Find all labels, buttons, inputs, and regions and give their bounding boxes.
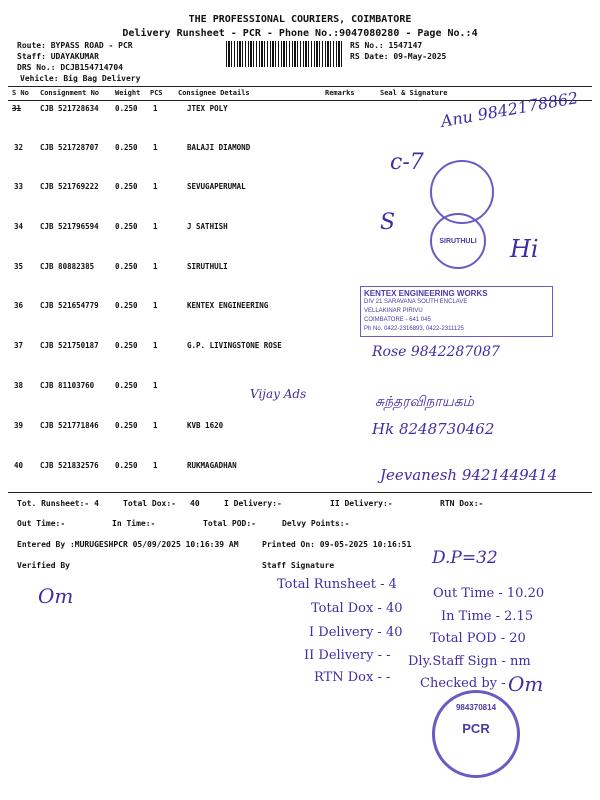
kentex-addr1: DIV 21 SARAVANA SOUTH ENCLAVE	[364, 299, 468, 305]
hw-in-time: In Time - 2.15	[441, 609, 534, 624]
row-sno: 32	[14, 143, 24, 152]
hw-dly-staff-sign: Dly.Staff Sign - nm	[408, 654, 531, 669]
row-sno: 36	[14, 301, 24, 310]
col-sno: S No	[12, 89, 29, 97]
handwritten-row40: Jeevanesh 9421449414	[380, 466, 558, 484]
row-consignment: CJB 521771846	[40, 421, 99, 430]
row-sno: 31	[12, 104, 22, 113]
barcode	[226, 41, 342, 67]
row-weight: 0.250	[115, 182, 138, 191]
handwritten-row39: Hk 8248730462	[372, 420, 495, 438]
handwritten-dp: D.P=32	[432, 548, 498, 568]
row-37	[0, 341, 600, 371]
row-33	[0, 182, 600, 212]
row-sno: 35	[14, 262, 24, 271]
row-pcs: 1	[153, 301, 158, 310]
handwritten-row37-phone: Rose 9842287087	[372, 344, 500, 360]
row-weight: 0.250	[115, 341, 138, 350]
ii-delivery-label: II Delivery:-	[330, 499, 393, 508]
row-consignment: CJB 521750187	[40, 341, 99, 350]
handwritten-row34-sign: S	[380, 210, 396, 235]
siruthuli-stamp: SIRUTHULI	[430, 213, 486, 269]
row-sno: 39	[14, 421, 24, 430]
row-weight: 0.250	[115, 381, 138, 390]
rs-number: RS No.: 1547147	[350, 41, 423, 50]
col-seal: Seal & Signature	[380, 89, 448, 97]
out-time-label: Out Time:-	[17, 519, 66, 528]
rtn-dox-label: RTN Dox:-	[440, 499, 484, 508]
rs-date: RS Date: 09-May-2025	[350, 52, 447, 61]
kentex-name: KENTEX ENGINEERING WORKS	[364, 289, 488, 298]
staff: Staff: UDAYAKUMAR	[17, 52, 99, 61]
kentex-addr2: VELLAKINAR PIRIVU	[364, 308, 423, 314]
row-sno: 34	[14, 222, 24, 231]
row-pcs: 1	[153, 182, 158, 191]
kentex-city: COIMBATORE - 641 045	[364, 317, 431, 323]
checked-by-signature: Om	[508, 672, 544, 696]
row-consignment: CJB 521728634	[40, 104, 99, 113]
table-bottom-rule	[8, 492, 592, 493]
entered-by: Entered By :MURUGESHPCR 05/09/2025 10:16:39 AM	[17, 540, 239, 549]
hw-ii-delivery: II Delivery - -	[304, 648, 391, 663]
row-32	[0, 143, 600, 173]
hw-total-dox: Total Dox - 40	[311, 601, 403, 616]
row-consignment: CJB 521832576	[40, 461, 99, 470]
col-pcs: PCS	[150, 89, 163, 97]
row-consignment: CJB 521728707	[40, 143, 99, 152]
row-consignee: SIRUTHULI	[187, 262, 228, 271]
handwritten-row38-name: Vijay Ads	[250, 387, 307, 401]
row-consignment: CJB 81103760	[40, 381, 95, 390]
row-consignee: BALAJI DIAMOND	[187, 143, 251, 152]
hw-total-pod: Total POD - 20	[430, 631, 526, 646]
company-title: THE PROFESSIONAL COURIERS, COIMBATORE	[188, 14, 412, 25]
row-consignment: CJB 80882385	[40, 262, 95, 271]
col-consignment: Consignment No	[40, 89, 100, 97]
row-consignee: J SATHISH	[187, 222, 228, 231]
row-pcs: 1	[153, 461, 158, 470]
hw-out-time: Out Time - 10.20	[433, 586, 545, 601]
row-weight: 0.250	[115, 461, 138, 470]
row-sno: 38	[14, 381, 24, 390]
row-consignee: RUKMAGADHAN	[187, 461, 237, 470]
i-delivery-label: I Delivery:-	[224, 499, 282, 508]
row-consignee: G.P. LIVINGSTONE ROSE	[187, 341, 282, 350]
handwritten-row32-sign: c-7	[390, 150, 424, 175]
runsheet-subtitle: Delivery Runsheet - PCR - Phone No.:9047080280 - Page No.:4	[122, 28, 478, 39]
row-sno: 37	[14, 341, 24, 350]
row-pcs: 1	[153, 104, 158, 113]
route: Route: BYPASS ROAD - PCR	[17, 41, 133, 50]
row-weight: 0.250	[115, 421, 138, 430]
row-pcs: 1	[153, 381, 158, 390]
total-dox-label: Total Dox:-	[123, 499, 176, 508]
handwritten-row31: Anu 9842178862	[439, 88, 580, 131]
tot-runsheet: Tot. Runsheet:- 4	[17, 499, 99, 508]
row-pcs: 1	[153, 262, 158, 271]
hw-rtn-dox: RTN Dox - -	[314, 670, 391, 685]
vehicle: Vehicle: Big Bag Delivery	[20, 74, 141, 83]
row-weight: 0.250	[115, 222, 138, 231]
row-pcs: 1	[153, 143, 158, 152]
row-weight: 0.250	[115, 262, 138, 271]
row-consignment: CJB 521654779	[40, 301, 99, 310]
row-consignee: SEVUGAPERUMAL	[187, 182, 246, 191]
col-consignee: Consignee Details	[178, 89, 250, 97]
verified-signature: Om	[38, 584, 74, 608]
pcr-stamp	[432, 690, 520, 778]
row-pcs: 1	[153, 222, 158, 231]
in-time-label: In Time:-	[112, 519, 156, 528]
row-sno: 40	[14, 461, 24, 470]
handwritten-row35-sign: Hi	[510, 235, 539, 263]
handwritten-row38-tamil: சுந்தரவிநாயகம்	[375, 394, 474, 410]
hw-i-delivery: I Delivery - 40	[309, 625, 403, 640]
kentex-phone: Ph No. 0422-2316893, 0422-2311125	[364, 326, 464, 332]
row-consignment: CJB 521796594	[40, 222, 99, 231]
pcr-stamp-number: 984370814	[455, 703, 497, 712]
col-weight: Weight	[115, 89, 141, 97]
hw-total-runsheet: Total Runsheet - 4	[277, 577, 397, 592]
row-39	[0, 421, 600, 451]
verified-by: Verified By	[17, 561, 70, 570]
row-weight: 0.250	[115, 104, 138, 113]
row-consignee: KVB 1620	[187, 421, 224, 430]
kentex-stamp	[360, 286, 553, 337]
delvy-points-label: Delvy Points:-	[282, 519, 350, 528]
row-pcs: 1	[153, 421, 158, 430]
pcr-stamp-label: PCR	[462, 721, 490, 736]
printed-on: Printed On: 09-05-2025 10:16:51	[262, 540, 412, 549]
row-pcs: 1	[153, 341, 158, 350]
row-consignee: JTEX POLY	[187, 104, 228, 113]
total-pod-label: Total POD:-	[203, 519, 256, 528]
drs-number: DRS No.: DCJB154714704	[17, 63, 123, 72]
row-weight: 0.250	[115, 143, 138, 152]
row-sno: 33	[14, 182, 24, 191]
col-remarks: Remarks	[325, 89, 355, 97]
row-consignee: KENTEX ENGINEERING	[187, 301, 269, 310]
hw-checked-by: Checked by -	[420, 676, 506, 691]
staff-signature: Staff Signature	[262, 561, 335, 570]
table-top-rule	[8, 86, 592, 87]
row-consignment: CJB 521769222	[40, 182, 99, 191]
row-weight: 0.250	[115, 301, 138, 310]
total-dox-value: 40	[190, 499, 200, 508]
